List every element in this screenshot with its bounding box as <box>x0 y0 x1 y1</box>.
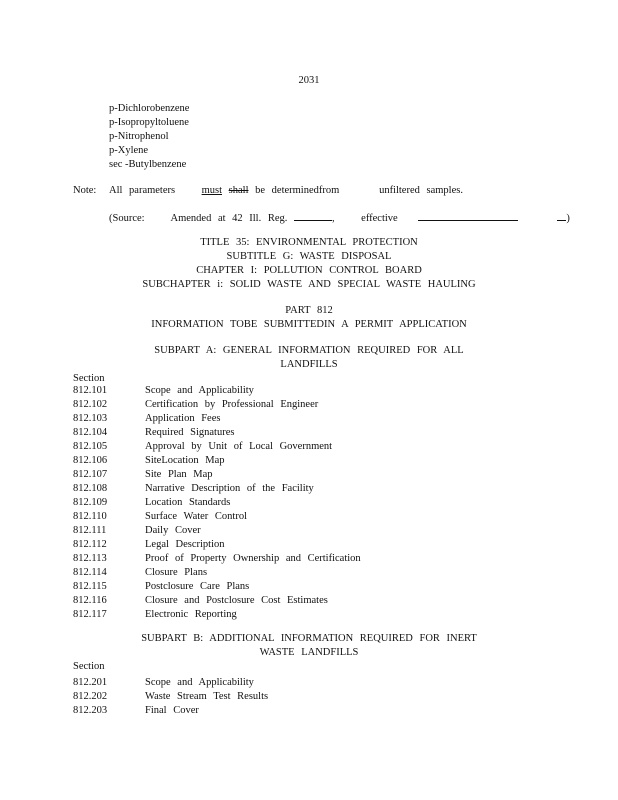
section-title: Final Cover <box>145 705 199 716</box>
source-line: (Source: Amended at 42 Ill. Reg. , effective ) <box>109 210 570 225</box>
note-inserted-text: must <box>201 185 223 196</box>
section-title: Application Fees <box>145 413 221 424</box>
section-title: Proof of Property Ownership and Certification <box>145 553 361 564</box>
chemical-item: p-Isopropyltoluene <box>109 117 189 128</box>
section-title: Site Plan Map <box>145 469 213 480</box>
note-end: unfiltered samples. <box>379 185 463 196</box>
section-number: 812.117 <box>73 609 107 620</box>
part-heading: PART 812 <box>285 305 333 316</box>
section-title: Surface Water Control <box>145 511 248 522</box>
section-title: Waste Stream Test Results <box>145 691 269 702</box>
section-number: 812.103 <box>73 413 108 424</box>
subtitle-heading: SUBTITLE G: WASTE DISPOSAL <box>226 251 392 262</box>
section-number: 812.102 <box>73 399 108 410</box>
chemical-item: p-Xylene <box>109 145 149 156</box>
section-number: 812.114 <box>73 567 107 578</box>
section-number: 812.106 <box>73 455 108 466</box>
source-close: ) <box>566 213 570 224</box>
source-amended: Amended at 42 Ill. Reg. <box>170 213 288 224</box>
section-title: Approval by Unit of Local Government <box>145 441 333 452</box>
section-number: 812.101 <box>73 385 108 396</box>
note-text <box>109 184 463 197</box>
section-title: SiteLocation Map <box>145 455 225 466</box>
subchapter-heading: SUBCHAPTER i: SOLID WASTE AND SPECIAL WASTE HAULING <box>142 279 476 290</box>
section-title: Postclosure Care Plans <box>145 581 250 592</box>
section-column-label: Section <box>73 661 105 672</box>
section-number: 812.203 <box>73 705 108 716</box>
section-title: Scope and Applicability <box>145 677 254 688</box>
section-number: 812.113 <box>73 553 107 564</box>
section-number: 812.202 <box>73 691 108 702</box>
subpart-b-heading: SUBPART B: ADDITIONAL INFORMATION REQUIRED FOR INERT <box>141 633 477 644</box>
source-blank-date <box>418 210 518 221</box>
page-number: 2031 <box>298 75 320 86</box>
section-number: 812.115 <box>73 581 107 592</box>
chemical-item: p-Nitrophenol <box>109 131 169 142</box>
section-number: 812.104 <box>73 427 108 438</box>
subpart-a-heading: SUBPART A: GENERAL INFORMATION REQUIRED FOR ALL <box>154 345 464 356</box>
section-title: Location Standards <box>145 497 231 508</box>
chemical-item: sec -Butylbenzene <box>109 159 187 170</box>
section-column-label: Section <box>73 373 105 384</box>
section-title: Closure Plans <box>145 567 208 578</box>
section-number: 812.116 <box>73 595 107 606</box>
chapter-heading: CHAPTER I: POLLUTION CONTROL BOARD <box>196 265 422 276</box>
section-title: Legal Description <box>145 539 225 550</box>
section-number: 812.110 <box>73 511 107 522</box>
title-heading: TITLE 35: ENVIRONMENTAL PROTECTION <box>200 237 418 248</box>
note-label: Note: <box>73 185 97 196</box>
source-effective: effective <box>361 213 398 224</box>
note-deleted-text: shall <box>228 185 249 196</box>
section-title: Electronic Reporting <box>145 609 237 620</box>
section-title: Daily Cover <box>145 525 201 536</box>
source-open: (Source: <box>109 213 145 224</box>
note-prefix: All parameters <box>109 185 176 196</box>
section-number: 812.109 <box>73 497 108 508</box>
section-title: Closure and Postclosure Cost Estimates <box>145 595 328 606</box>
chemical-item: p-Dichlorobenzene <box>109 103 190 114</box>
source-blank-register <box>294 210 332 221</box>
section-title: Scope and Applicability <box>145 385 254 396</box>
section-title: Certification by Professional Engineer <box>145 399 319 410</box>
section-number: 812.112 <box>73 539 107 550</box>
section-number: 812.107 <box>73 469 108 480</box>
note-suffix: be determinedfrom <box>255 185 340 196</box>
source-blank-end <box>557 210 566 221</box>
subpart-b-heading-line2: WASTE LANDFILLS <box>259 647 359 658</box>
section-number: 812.201 <box>73 677 108 688</box>
section-number: 812.108 <box>73 483 108 494</box>
section-number: 812.105 <box>73 441 108 452</box>
section-title: Required Signatures <box>145 427 235 438</box>
part-title: INFORMATION TOBE SUBMITTEDIN A PERMIT APPLICATION <box>151 319 467 330</box>
section-number: 812.111 <box>73 525 107 536</box>
subpart-a-heading-line2: LANDFILLS <box>280 359 338 370</box>
section-title: Narrative Description of the Facility <box>145 483 314 494</box>
